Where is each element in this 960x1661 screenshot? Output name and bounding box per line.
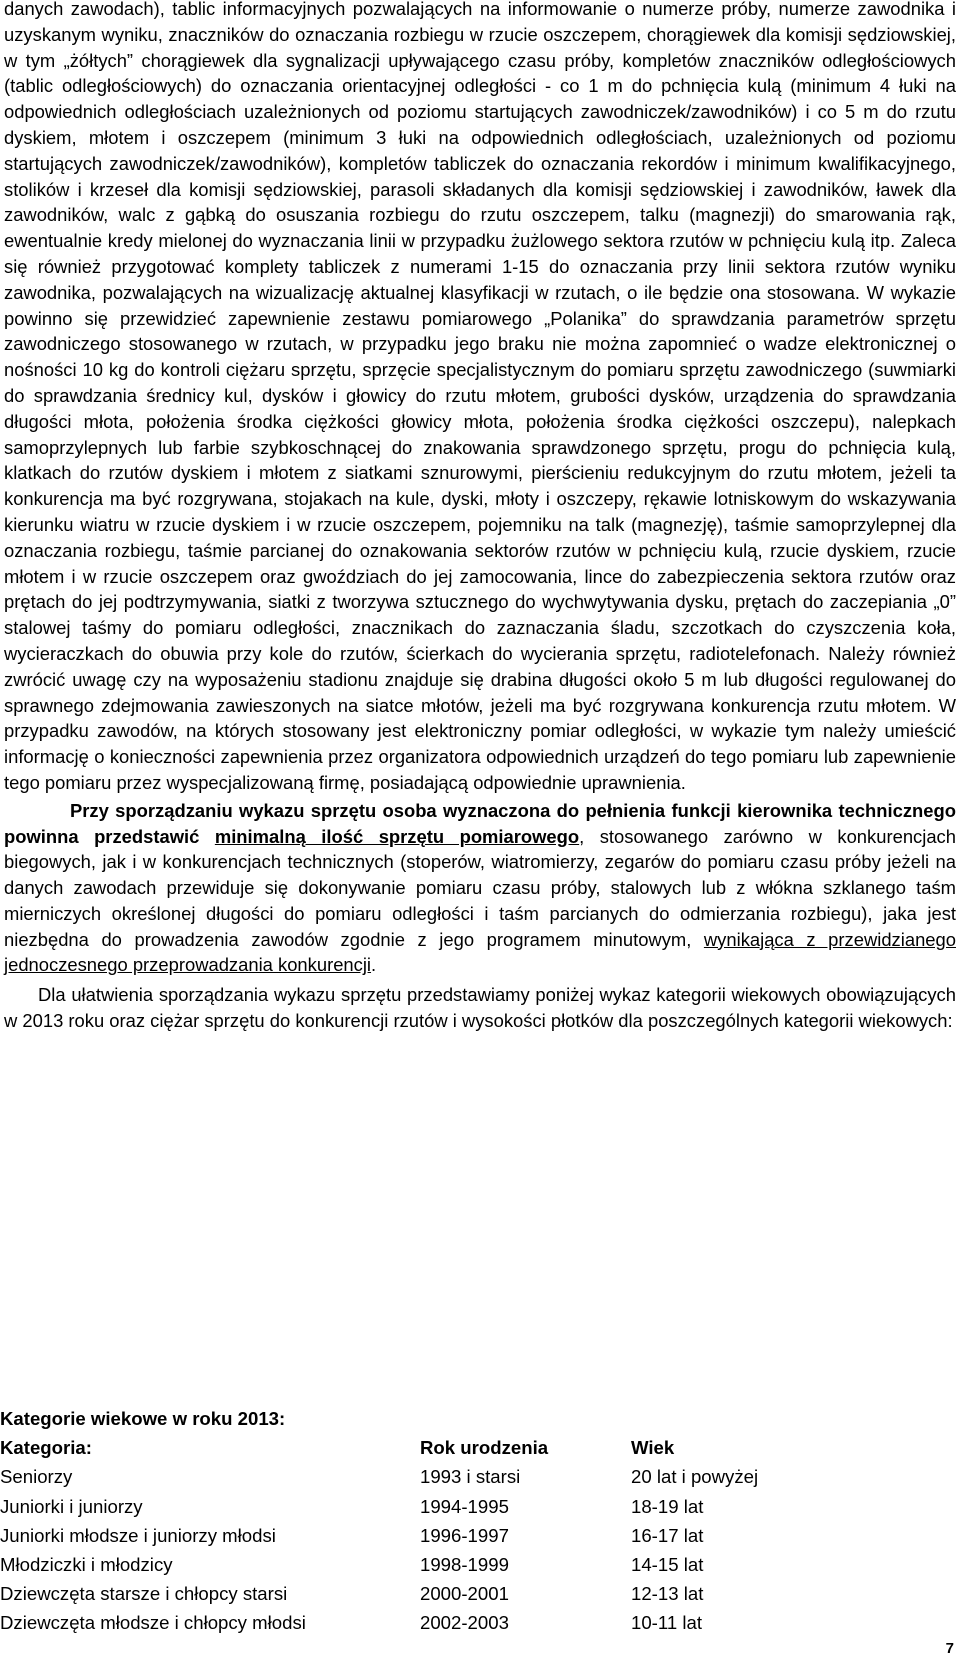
table-row	[0, 1492, 952, 1521]
age-categories-heading: Kategorie wiekowe w roku 2013:	[0, 1408, 286, 1429]
birth-year-cell: 2002-2003	[420, 1612, 509, 1634]
table-row	[0, 1462, 952, 1491]
paragraph-equipment-list: danych zawodach), tablic informacyjnych pozwalających na informowanie o numerze próby, numerze zawodnika i uzyskanym wyniku, znaczników do oznaczania rozbiegu w rzucie oszczepem, chorągiewek dla komisji sędziowskiej, w tym „żółtych” chorągiewek dla sygnalizacji upływającego czasu próby, kompletów znaczników odległościowych (tablic odległościowych) do oznaczania orientacyjnej odległości - co 1 m do pchnięcia kulą (minimum 4 łuki na odpowiednich odległościach uzależnionych od poziomu startujących zawodniczek/zawodników) i co 5 m do rzutu dyskiem, młotem i oszczepem (minimum 3 łuki na odpowiednich odległościach, uzależnionych od poziomu startujących zawodniczek/zawodników), kompletów tabliczek do oznaczania rekordów i minimum kwalifikacyjnego, stolików i krzeseł dla komisji sędziowskiej, parasoli składanych dla komisji sędziowskiej i zawodników, ławek dla zawodników, walc z gąbką do osuszania rozbiegu do rzutu oszczepem, talku (magnezji) do smarowania rąk, ewentualnie kredy mielonej do wyznaczania linii w przypadku żużlowego sektora rzutów w pchnięciu kulą itp. Zaleca się również przygotować komplety tabliczek z numerami 1-15 do oznaczania przy linii sektora rzutów wyniku zawodnika, pozwalających na wizualizację aktualnej klasyfikacji w rzutach, o ile będzie ona stosowana. W wykazie powinno się przewidzieć zapewnienie zestawu pomiarowego „Polanika” do sprawdzania parametrów sprzętu zawodniczego stosowanego w rzutach, w przypadku jego braku nie można zapomnieć o wadze elektronicznej o nośności 10 kg do kontroli ciężaru sprzętu, sprzęcie specjalistycznym do pomiaru sprzętu zawodniczego (suwmiarki do sprawdzania średnicy kul, dysków i głowicy do rzutu młotem, grubości dysków, urządzenia do sprawdzania długości młota, położenia środka ciężkości głowicy młota, położenia środka ciężkości oszczepu), nalepkach samoprzylepnych lub farbie szybkoschnącej do znakowania sprawdzonego sprzętu, progu do pchnięcia kulą, klatkach do rzutów dyskiem i młotem z siatkami sznurowymi, pierścieniu redukcyjnym do rzutu młotem, jeżeli ta konkurencja ma być rozgrywana, stojakach na kule, dyski, młoty i oszczepy, rękawie lotniskowym do wskazywania kierunku wiatru w rzucie dyskiem i w rzucie oszczepem, pojemniku na talk (magnezję), taśmie samoprzylepnej dla oznaczania rozbiegu, taśmie parcianej do oznakowania sektorów rzutów w pchnięciu kulą, rzucie dyskiem, rzucie młotem i w rzucie oszczepem oraz gwoździach do jej zamocowania, lince do zabezpieczenia sektora rzutów oraz prętach do jej podtrzymywania, siatki z tworzywa sztucznego do wychwytywania dysku, prętach do zaczepiania „0” stalowej taśmy do pomiaru odległości, znacznikach do zaznaczania śladu, szczotkach do czyszczenia koła, wycieraczkach do obuwia przy kole do rzutów, ścierkach do wycierania sprzętu, radiotelefonach. Należy również zwrócić uwagę czy na wyposażeniu stadionu znajduje się drabina długości około 5 m lub długości regulowanej do sprawnego zdejmowania zawieszonych na siatce młotów, jeżeli ma być rozgrywana konkurencja rzutu młotem. W przypadku zawodów, na których stosowany jest elektroniczny pomiar odległości, w wykazie tym należy umieścić informację o konieczności zapewnienia przez organizatora odpowiednich urządzeń do tego pomiaru lub zapewnienie tego pomiaru przez wyspecjalizowaną firmę, posiadającą odpowiednie uprawnienia.	[4, 0, 956, 793]
age-cell: 12-13 lat	[631, 1583, 704, 1605]
category-cell: Juniorki i juniorzy	[0, 1495, 143, 1517]
table-header-row	[0, 1433, 952, 1462]
age-cell: 16-17 lat	[631, 1524, 704, 1546]
birth-year-cell: 1996-1997	[420, 1524, 509, 1546]
column-header-birth-year: Rok urodzenia	[420, 1437, 549, 1459]
age-categories-table	[0, 1433, 952, 1637]
underlined-bold-phrase: minimalną ilość sprzętu pomiarowego	[214, 825, 580, 847]
table-row	[0, 1550, 952, 1579]
category-cell: Seniorzy	[0, 1466, 73, 1488]
bold-intro: Przy sporządzaniu wykazu sprzętu osoba wyznaczona do pełnienia funkcji kierownika technicznego powinna przedstawić	[4, 799, 956, 847]
birth-year-cell: 1998-1999	[420, 1554, 509, 1576]
period: .	[371, 954, 377, 976]
age-cell: 18-19 lat	[631, 1495, 704, 1517]
age-cell: 20 lat i powyżej	[631, 1466, 759, 1488]
page-number: 7	[945, 1640, 954, 1657]
category-cell: Dziewczęta starsze i chłopcy starsi	[0, 1583, 288, 1605]
birth-year-cell: 1993 i starsi	[420, 1466, 521, 1488]
birth-year-cell: 1994-1995	[420, 1495, 509, 1517]
age-cell: 10-11 lat	[631, 1612, 702, 1634]
age-categories-section	[0, 1404, 952, 1638]
space	[199, 826, 215, 847]
category-cell: Młodziczki i młodzicy	[0, 1554, 173, 1576]
document-page	[4, 0, 956, 1034]
birth-year-cell: 2000-2001	[420, 1583, 509, 1605]
column-header-category: Kategoria:	[0, 1437, 92, 1459]
table-row	[0, 1521, 952, 1550]
underlined-phrase: wynikająca z przewidzianego jednoczesnego przeprowadzania konkurencji	[4, 928, 956, 976]
table-row	[0, 1579, 952, 1608]
category-cell: Juniorki młodsze i juniorzy młodsi	[0, 1524, 276, 1546]
paragraph-body: , stosowanego zarówno w konkurencjach biegowych, jak i w konkurencjach technicznych (stoperów, wiatromierzy, zegarów do pomiaru czasu próby jeżeli na danych zawodach przewiduje się dokonywanie pomiaru czasu próby, stalowych lub z włókna szklanego taśm mierniczych określonej długości do pomiaru odległości i taśm parcianych do odmierzania rozbiegu), jaka jest niezbędna do prowadzenia zawodów zgodnie z jego programem minutowym,	[4, 825, 956, 950]
category-cell: Dziewczęta młodsze i chłopcy młodsi	[0, 1612, 306, 1634]
paragraph-technical-manager	[4, 798, 956, 979]
paragraph-age-categories-intro: Dla ułatwienia sporządzania wykazu sprzętu przedstawiamy poniżej wykaz kategorii wiekowych obowiązujących w 2013 roku oraz ciężar sprzętu do konkurencji rzutów i wysokości płotków dla poszczególnych kategorii wiekowych:	[4, 984, 956, 1032]
column-header-age: Wiek	[631, 1437, 675, 1459]
age-cell: 14-15 lat	[631, 1554, 704, 1576]
table-row	[0, 1608, 952, 1637]
